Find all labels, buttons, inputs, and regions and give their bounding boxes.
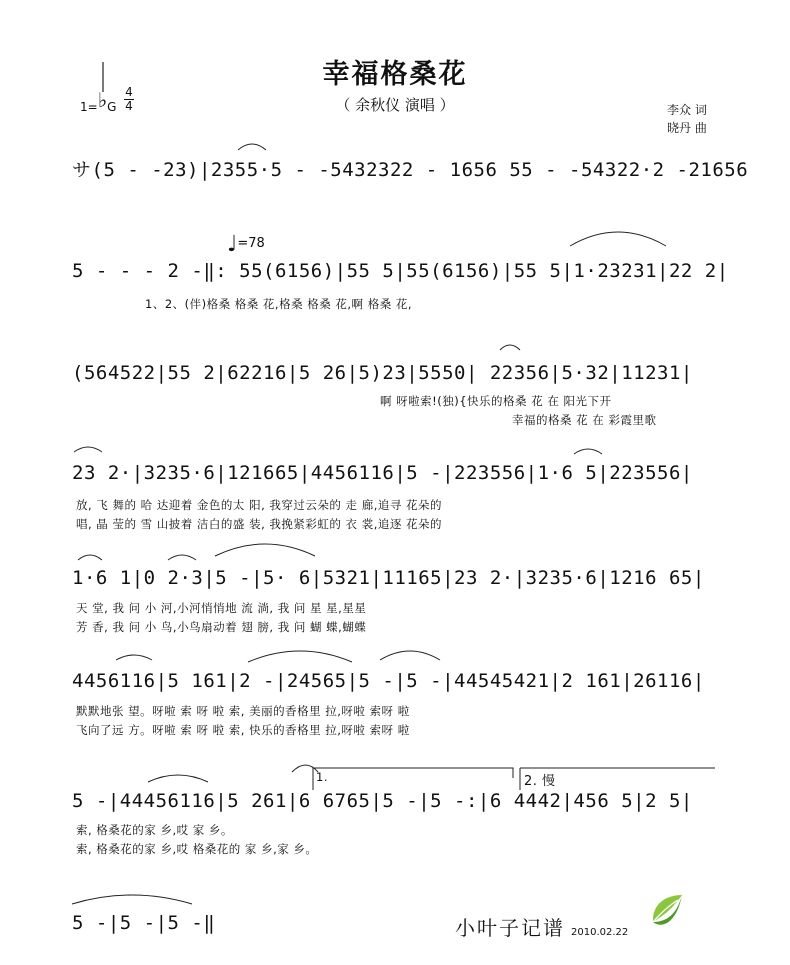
composer-credit: 晓丹 曲 <box>667 121 707 135</box>
staff-row-1: サ(5 - -23)|2355·5 - -5432322 - 1656 55 - -54322·2 -21656 <box>72 159 749 181</box>
lyric-row-5-line-2: 芳 香, 我 问 小 鸟,小鸟扇动着 翅 膀, 我 问 蝴 蝶,蝴蝶 <box>76 620 367 634</box>
second-ending-label: 2. 慢 <box>524 774 556 789</box>
song-title: 幸福格桑花 <box>322 59 468 90</box>
performer-credit: （ 余秋仪 演唱 ） <box>335 96 455 114</box>
transcriber-signature: 小叶子记谱 2010.02.22 <box>455 916 629 940</box>
lyric-row-5-line-1: 天 堂, 我 问 小 河,小河悄悄地 流 淌, 我 问 星 星,星星 <box>76 601 367 615</box>
staff-row-8: 5 -|5 -|5 -‖ <box>72 912 216 934</box>
staff-row-7: 5 -|44456116|5 261|6 6765|5 -|5 -:|6 4442|456 5|2 5| <box>72 790 693 812</box>
lyricist-credit: 李众 词 <box>667 103 707 117</box>
lyric-row-3-line-1: 啊 呀啦索!(独){快乐的格桑 花 在 阳光下开 <box>380 394 612 408</box>
flat-icon: ♭ <box>97 88 108 112</box>
time-signature: 4 4 <box>125 85 133 113</box>
lyric-row-4-line-2: 唱, 晶 莹的 雪 山披着 洁白的盛 装, 我挽紧彩虹的 衣 裳,追逐 花朵的 <box>76 517 443 531</box>
staff-row-2: 5 - - - 2 -‖: 55(6156)|55 5|55(6156)|55 5|1·23231|22 2| <box>72 260 729 282</box>
leaf-logo-icon <box>648 892 688 932</box>
lyric-row-6-line-2: 飞向了远 方。呀啦 索 呀 啦 索, 快乐的香格里 拉,呀啦 索呀 啦 <box>76 723 410 737</box>
staff-row-4: 23 2·|3235·6|121665|4456116|5 -|223556|1·6 5|223556| <box>72 462 693 484</box>
lyric-row-2: 1、2、(伴)格桑 格桑 花,格桑 格桑 花,啊 格桑 花, <box>145 297 413 311</box>
quarter-note-icon: ♩ <box>227 232 238 257</box>
first-ending-label: 1. <box>316 770 328 784</box>
tempo-marking: ♩=78 <box>227 232 265 257</box>
staff-row-3: (564522|55 2|62216|5 26|5)23|5550| 22356|5·32|11231| <box>72 362 693 384</box>
lyric-row-7-line-2: 索, 格桑花的家 乡,哎 格桑花的 家 乡,家 乡。 <box>76 842 318 856</box>
lyric-row-6-line-1: 默默地张 望。呀啦 索 呀 啦 索, 美丽的香格里 拉,呀啦 索呀 啦 <box>76 704 410 718</box>
staff-row-5: 1·6 1|0 2·3|5 -|5· 6|5321|11165|23 2·|3235·6|1216 65| <box>72 567 705 589</box>
key-signature: 1=♭G <box>80 88 117 114</box>
lyric-row-3-line-2: 幸福的格桑 花 在 彩霞里歌 <box>512 413 657 427</box>
lyric-row-4-line-1: 放, 飞 舞的 哈 达迎着 金色的太 阳, 我穿过云朵的 走 廊,追寻 花朵的 <box>76 498 443 512</box>
lyric-row-7-line-1: 索, 格桑花的家 乡,哎 家 乡。 <box>76 823 233 837</box>
staff-row-6: 4456116|5 161|2 -|24565|5 -|5 -|44545421|2 161|26116| <box>72 670 705 692</box>
